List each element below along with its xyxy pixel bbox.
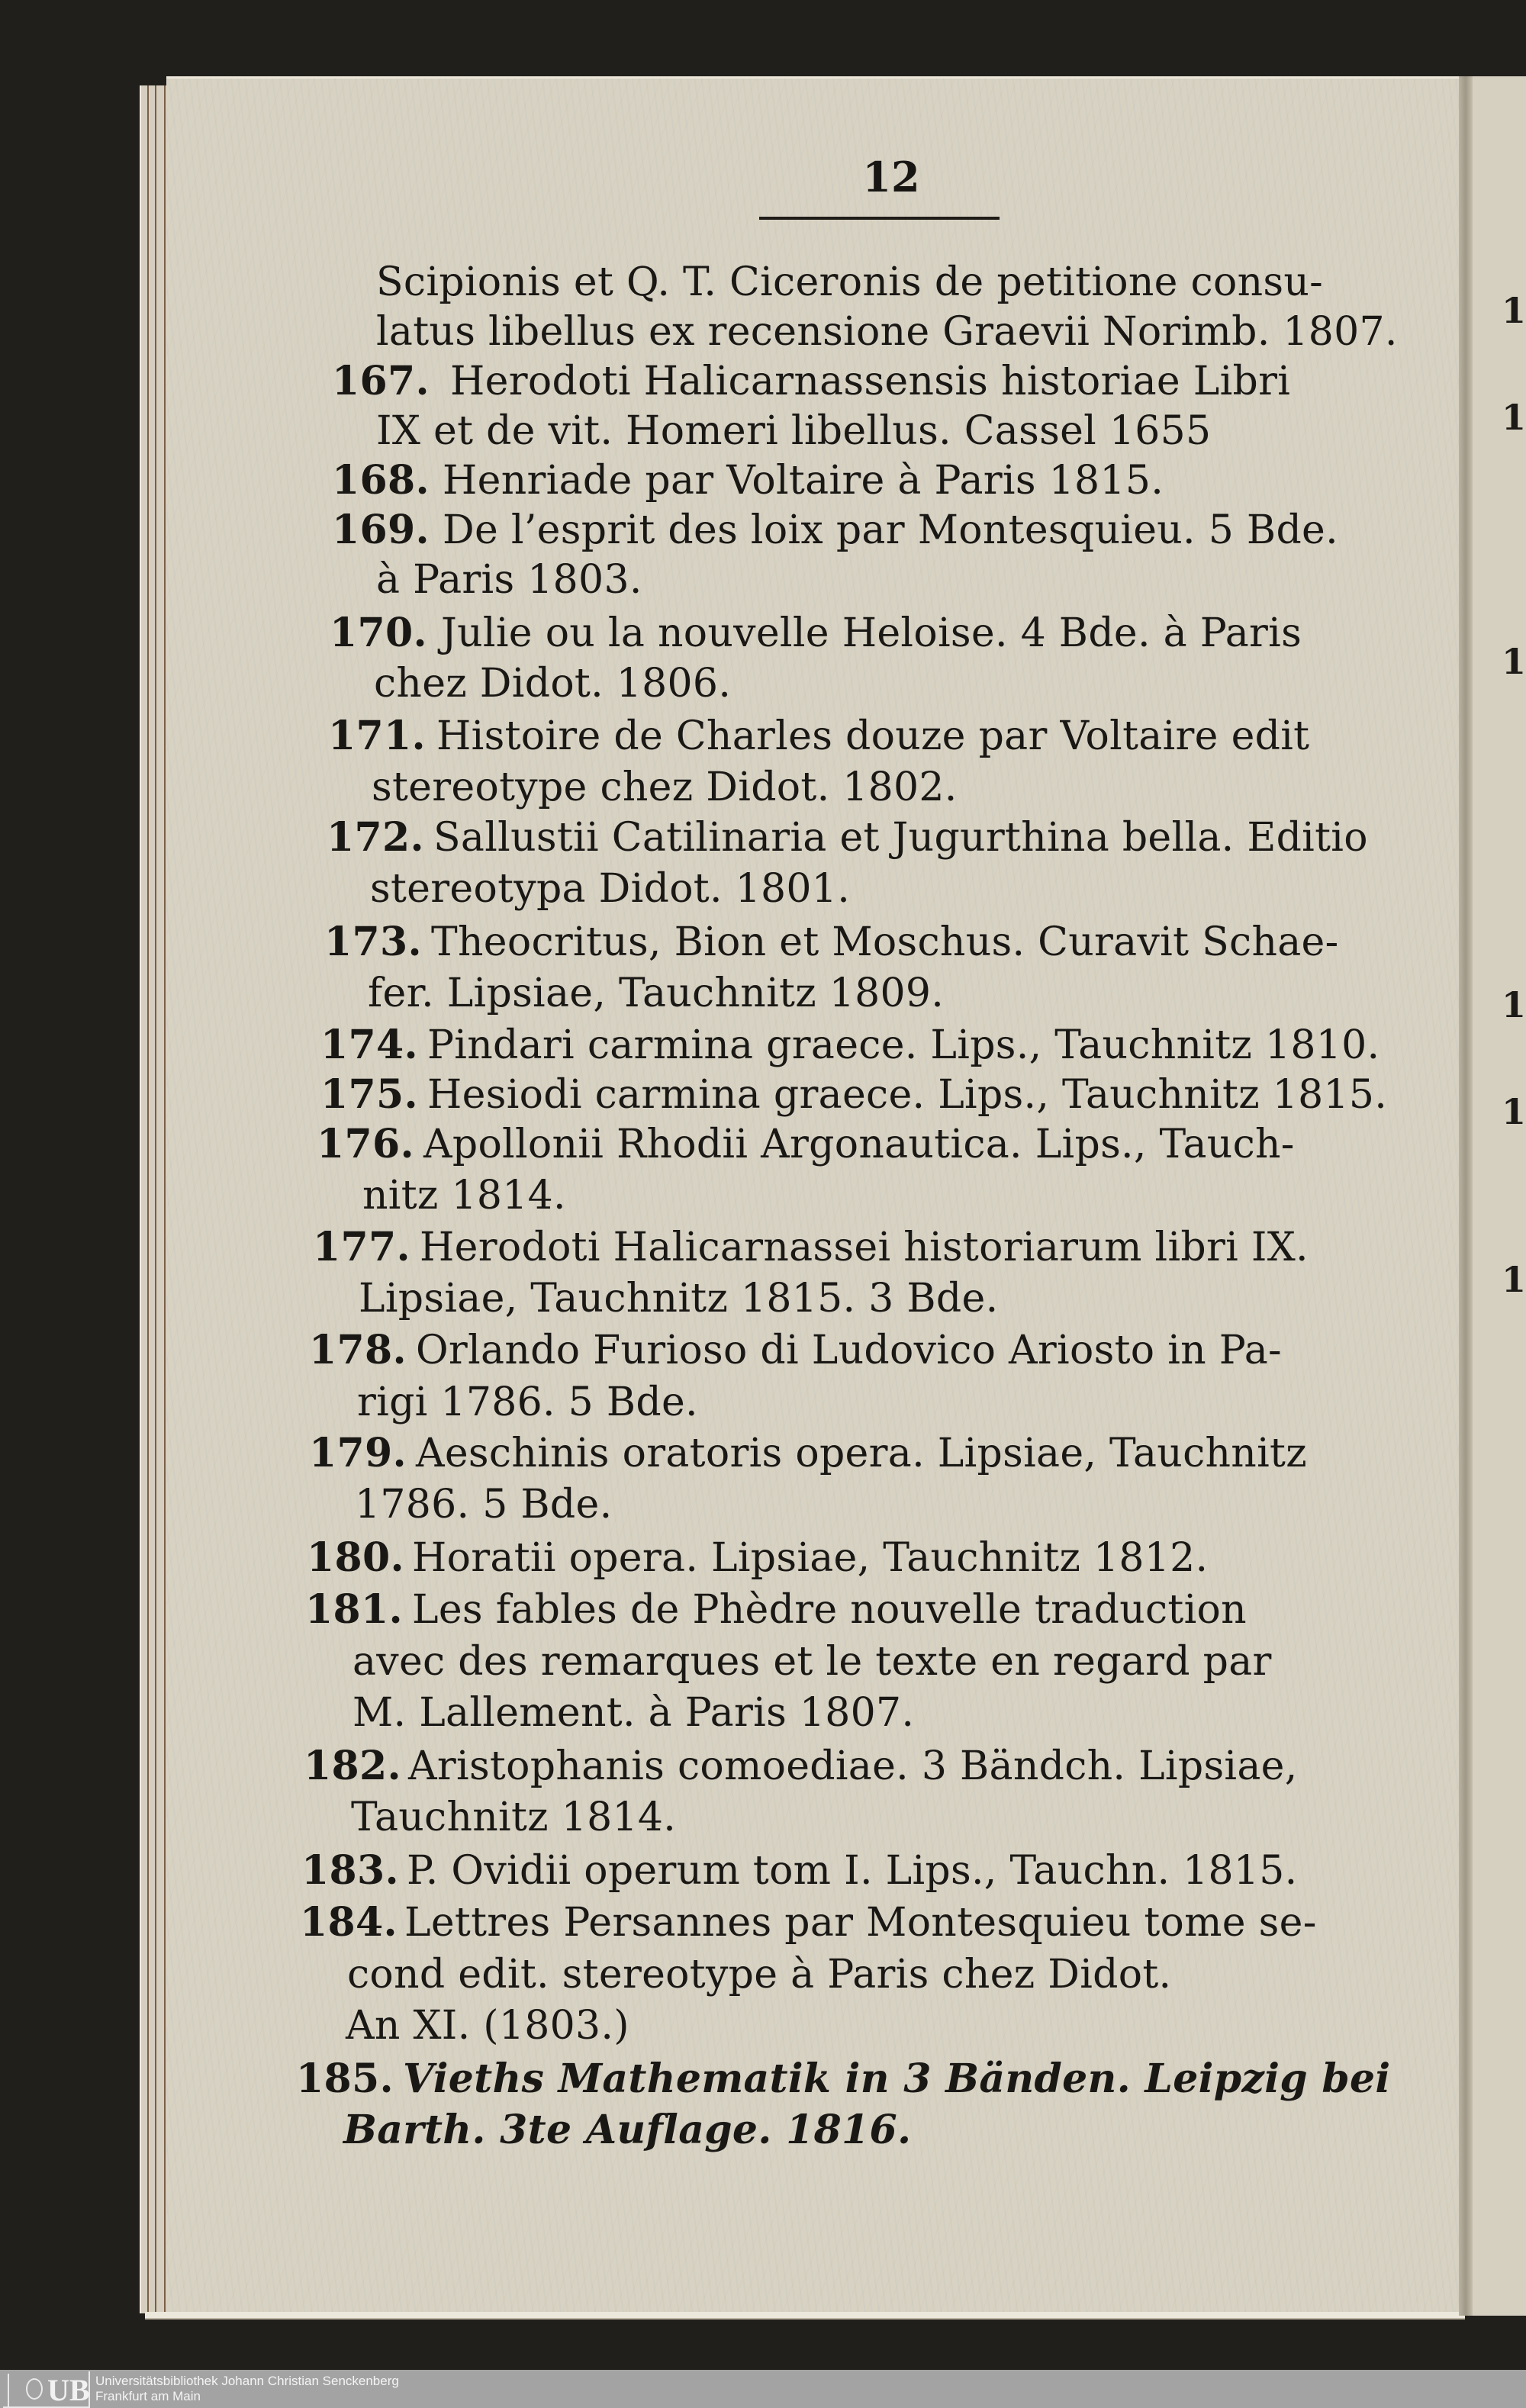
ub-logo-text: UB: [47, 2373, 90, 2407]
entry-number: 172.: [327, 814, 424, 861]
entry-line: Theocritus, Bion et Moschus. Curavit Schae-: [431, 919, 1339, 965]
entry-number: 180.: [307, 1534, 404, 1581]
entry-line: Scipionis et Q. T. Ciceronis de petitione consu-: [376, 259, 1324, 305]
entry-line: chez Didot. 1806.: [374, 661, 732, 707]
adjacent-page-fragment: 1: [1502, 1091, 1526, 1132]
adjacent-page-fragment: 1: [1502, 641, 1526, 682]
entry-line: M. Lallement. à Paris 1807.: [353, 1690, 915, 1736]
entry-number: 167.: [332, 358, 430, 404]
entry-number: 173.: [324, 919, 422, 965]
entry-number: 176.: [317, 1121, 414, 1167]
entry-number: 169.: [332, 507, 430, 553]
entry-line: P. Ovidii operum tom I. Lips., Tauchn. 1815.: [407, 1848, 1298, 1894]
entry-line: Barth. 3te Auflage. 1816.: [343, 2107, 912, 2153]
entry-line: fer. Lipsiae, Tauchnitz 1809.: [368, 971, 945, 1016]
entry-number: 181.: [305, 1586, 403, 1633]
entry-number: 170.: [330, 610, 427, 656]
entry-line: 1786. 5 Bde.: [355, 1482, 613, 1528]
entry-line: cond edit. stereotype à Paris chez Didot.: [347, 1952, 1172, 1998]
entry-line: Les fables de Phèdre nouvelle traduction: [412, 1587, 1247, 1633]
entry-line: Sallustii Catilinaria et Jugurthina bella. Editio: [433, 815, 1368, 861]
entry-line: stereotypa Didot. 1801.: [370, 866, 851, 912]
institution-city: Frankfurt am Main: [95, 2389, 201, 2403]
entry-number: 185.: [296, 2055, 394, 2102]
ub-logo: [3, 2371, 90, 2408]
entry-line: Aristophanis comoediae. 3 Bändch. Lipsiae,: [408, 1743, 1298, 1789]
entry-number: 168.: [332, 457, 430, 504]
entry-line: Apollonii Rhodii Argonautica. Lips., Tauch-: [423, 1122, 1295, 1167]
entry-line: Herodoti Halicarnassei historiarum libri IX.: [420, 1225, 1309, 1270]
entry-line: Horatii opera. Lipsiae, Tauchnitz 1812.: [412, 1535, 1209, 1581]
entry-line: IX et de vit. Homeri libellus. Cassel 1655: [376, 408, 1212, 454]
entry-number: 183.: [301, 1847, 399, 1894]
entry-number: 174.: [320, 1022, 418, 1068]
entry-line: Herodoti Halicarnassensis historiae Libri: [450, 359, 1291, 404]
entry-line: An XI. (1803.): [346, 2003, 629, 2049]
entry-number: 184.: [300, 1899, 398, 1946]
adjacent-page-fragment: 1: [1502, 1259, 1526, 1300]
portrait-icon: [8, 2374, 47, 2407]
entry-line: Histoire de Charles douze par Voltaire edit: [436, 713, 1310, 759]
entry-line: De l’esprit des loix par Montesquieu. 5 Bde.: [443, 507, 1338, 553]
entry-line: Hesiodi carmina graece. Lips., Tauchnitz 1815.: [427, 1072, 1388, 1118]
page-bottom-edge: [145, 2312, 1465, 2319]
entry-line: Lettres Persannes par Montesquieu tome se-: [404, 1900, 1317, 1946]
entry-line: Henriade par Voltaire à Paris 1815.: [443, 458, 1164, 504]
entry-line: Lipsiae, Tauchnitz 1815. 3 Bde.: [359, 1276, 999, 1322]
entry-number: 182.: [304, 1743, 401, 1789]
entry-line: Pindari carmina graece. Lips., Tauchnitz 1810.: [427, 1022, 1380, 1068]
library-footer-bar: [0, 2370, 1526, 2408]
adjacent-page-fragment: 1: [1502, 290, 1526, 331]
entry-line: Julie ou la nouvelle Heloise. 4 Bde. à Paris: [441, 610, 1302, 656]
entry-line: stereotype chez Didot. 1802.: [372, 765, 958, 810]
institution-name: Universitätsbibliothek Johann Christian Senckenberg: [95, 2374, 399, 2388]
entry-line: rigi 1786. 5 Bde.: [357, 1379, 698, 1425]
entry-line: Vieths Mathematik in 3 Bänden. Leipzig bei: [403, 2055, 1391, 2102]
entry-line: Orlando Furioso di Ludovico Ariosto in Pa-: [416, 1328, 1282, 1373]
entry-line: Tauchnitz 1814.: [351, 1795, 677, 1840]
adjacent-page-fragment: 1: [1502, 397, 1526, 438]
entry-line: Aeschinis oratoris opera. Lipsiae, Tauchnitz: [416, 1431, 1307, 1476]
entry-number: 179.: [309, 1430, 407, 1476]
entry-line: à Paris 1803.: [376, 557, 642, 603]
adjacent-page-fragment: 1: [1502, 984, 1526, 1025]
entry-number: 177.: [313, 1224, 410, 1270]
entry-number: 178.: [309, 1327, 407, 1373]
entry-line: avec des remarques et le texte en regard par: [353, 1639, 1272, 1685]
entry-number: 171.: [328, 713, 426, 759]
entry-number: 175.: [320, 1071, 418, 1118]
entry-line: nitz 1814.: [362, 1173, 566, 1218]
entry-line: latus libellus ex recensione Graevii Norimb. 1807.: [376, 309, 1398, 355]
page-number: 12: [862, 153, 920, 201]
